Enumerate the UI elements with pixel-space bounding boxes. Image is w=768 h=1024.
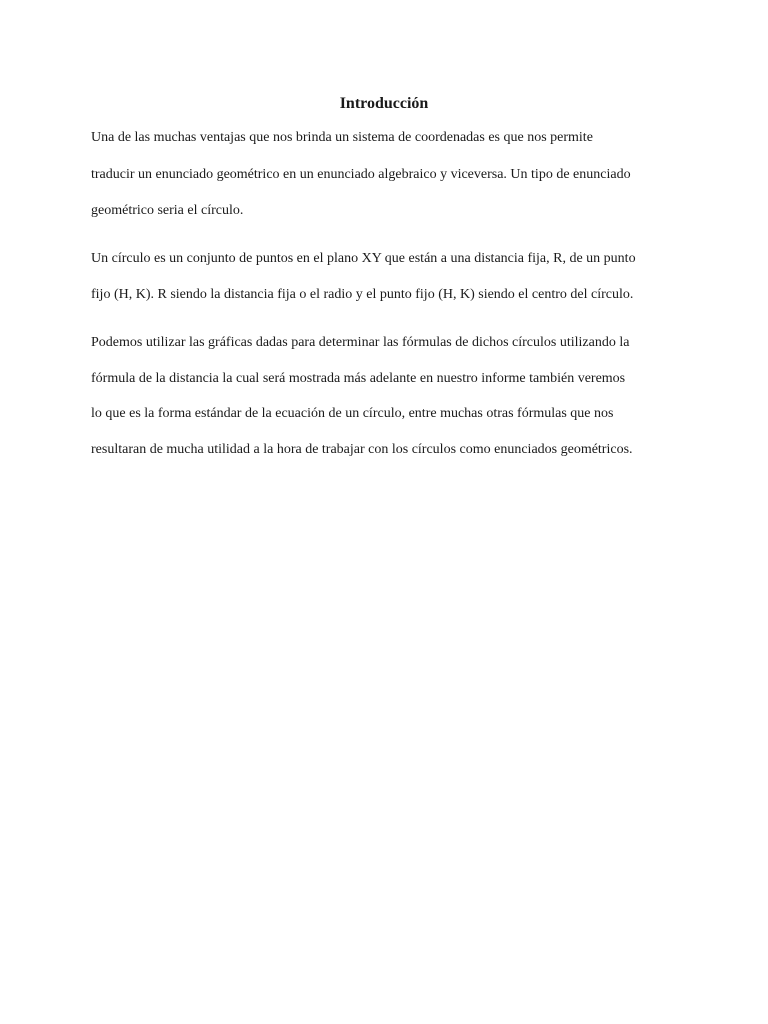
paragraph-line: geométrico seria el círculo. xyxy=(91,203,244,218)
paragraph-line: lo que es la forma estándar de la ecuación de un círculo, entre muchas otras fórmulas que nos xyxy=(91,406,614,421)
page-title: Introducción xyxy=(339,95,429,112)
paragraph-line: resultaran de mucha utilidad a la hora de trabajar con los círculos como enunciados geométricos. xyxy=(91,442,633,457)
paragraph-line: traducir un enunciado geométrico en un enunciado algebraico y viceversa. Un tipo de enunciado xyxy=(91,167,631,182)
paragraph-line: Un círculo es un conjunto de puntos en el plano XY que están a una distancia fija, R, de un punto xyxy=(91,251,636,266)
paragraph-line: fijo (H, K). R siendo la distancia fija o el radio y el punto fijo (H, K) siendo el centro del círculo. xyxy=(91,287,634,302)
paragraph-line: Podemos utilizar las gráficas dadas para determinar las fórmulas de dichos círculos utilizando la xyxy=(91,335,630,350)
paragraph-line: fórmula de la distancia la cual será mostrada más adelante en nuestro informe también veremos xyxy=(91,371,626,386)
paragraph-line: Una de las muchas ventajas que nos brinda un sistema de coordenadas es que nos permite xyxy=(91,130,593,145)
